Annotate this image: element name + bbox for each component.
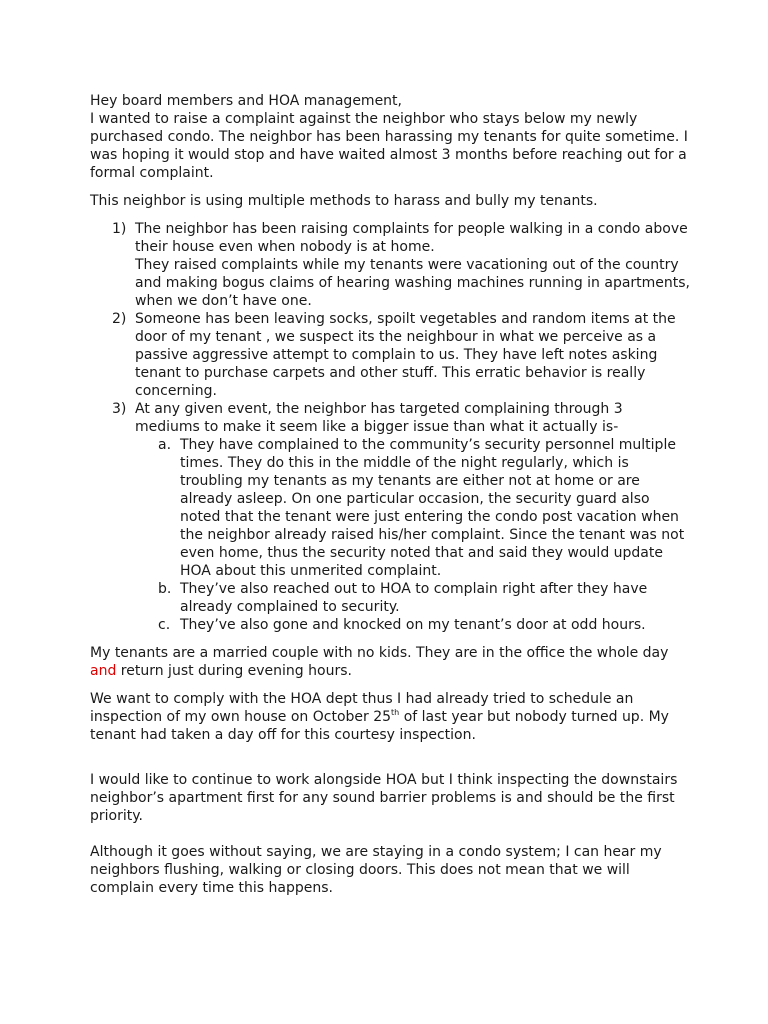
sub-list-item xyxy=(135,616,690,634)
methods-intro: This neighbor is using multiple methods to harass and bully my tenants. xyxy=(90,193,598,209)
tenants-text-end: return just during evening hours. xyxy=(116,663,352,679)
list-item xyxy=(90,220,690,310)
list-number: 2) xyxy=(112,311,127,327)
numbered-list xyxy=(90,220,690,634)
ordinal-suffix: th xyxy=(391,708,400,717)
tenants-text: My tenants are a married couple with no kids. They are in the office the whole day xyxy=(90,645,669,661)
greeting: Hey board members and HOA management, xyxy=(90,93,402,109)
comply-paragraph xyxy=(90,690,690,744)
sub-list-item-text: They’ve also gone and knocked on my tenant’s door at odd hours. xyxy=(180,617,646,633)
sub-list-letter: a. xyxy=(158,437,172,453)
list-item xyxy=(90,310,690,400)
comply-text-end: of last year but nobody turned up. My tenant had taken a day off for this courtesy inspection. xyxy=(90,709,669,743)
list-item-text: They raised complaints while my tenants were vacationing out of the country and making bogus claims of hearing washing machines running in apartments, when we don’t have one. xyxy=(135,257,691,309)
comply-text: We want to comply with the HOA dept thus I had already tried to schedule an inspection of my own house on October 25 xyxy=(90,691,634,725)
sub-list-item-text: They have complained to the community’s security personnel multiple times. They do this in the middle of the night regularly, which is troubling my tenants as my tenants are either not at home or are already asleep. On one particular occasion, the security guard also noted that the tenant were just entering the condo post vacation when the neighbor already raised his/her complaint. Since the tenant was not even home, thus the security noted that and said they would update HOA about this unmerited complaint. xyxy=(180,437,685,579)
sub-list-item xyxy=(135,580,690,616)
list-item xyxy=(90,400,690,436)
intro-paragraph: I wanted to raise a complaint against the neighbor who stays below my newly purchased condo. The neighbor has been harassing my tenants for quite sometime. I was hoping it would stop and have waited almost 3 months before reaching out for a formal complaint. xyxy=(90,111,688,181)
letter-body xyxy=(90,92,690,897)
continue-paragraph: I would like to continue to work alongside HOA but I think inspecting the downstairs neighbor’s apartment first for any sound barrier problems is and should be the first priority. xyxy=(90,772,678,824)
highlighted-word: and xyxy=(90,663,117,679)
tenants-paragraph xyxy=(90,644,690,680)
sub-list-item xyxy=(135,436,690,580)
list-number: 1) xyxy=(112,221,127,237)
list-item-text: The neighbor has been raising complaints for people walking in a condo above their house even when nobody is at home. xyxy=(135,221,688,255)
list-item-text: At any given event, the neighbor has targeted complaining through 3 mediums to make it seem like a bigger issue than what it actually is- xyxy=(135,401,623,435)
closing-paragraph: Although it goes without saying, we are staying in a condo system; I can hear my neighbors flushing, walking or closing doors. This does not mean that we will complain every time this happens. xyxy=(90,844,662,896)
sub-list-item-text: They’ve also reached out to HOA to complain right after they have already complained to security. xyxy=(180,581,648,615)
sub-list-letter: c. xyxy=(158,617,171,633)
list-number: 3) xyxy=(112,401,127,417)
list-item-text: Someone has been leaving socks, spoilt vegetables and random items at the door of my tenant , we suspect its the neighbour in what we perceive as a passive aggressive attempt to complain to us. They have left notes asking tenant to purchase carpets and other stuff. This erratic behavior is really concerning. xyxy=(135,311,676,399)
sub-list-letter: b. xyxy=(158,581,172,597)
